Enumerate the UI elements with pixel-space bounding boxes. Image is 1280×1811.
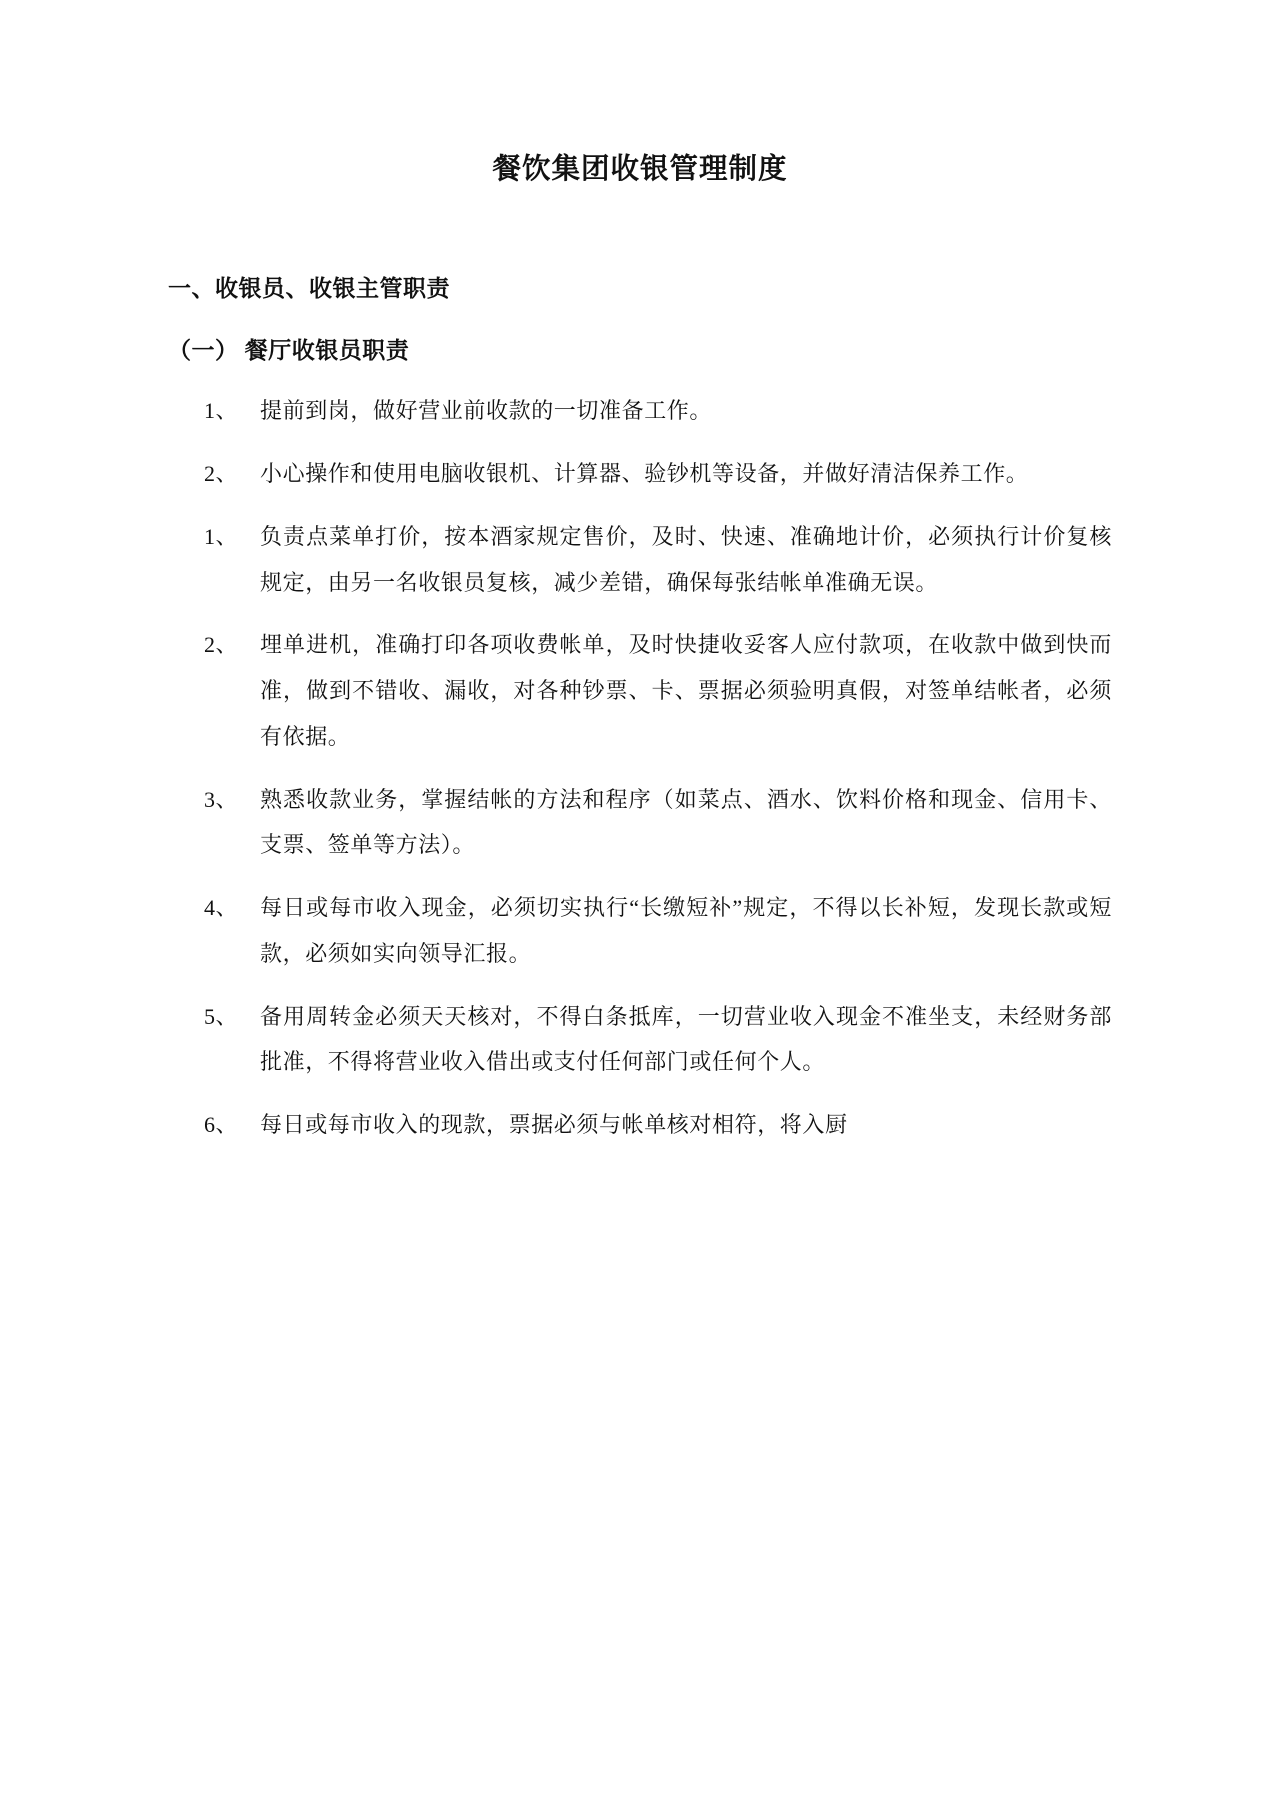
list-item [168, 514, 1112, 606]
list-item [168, 994, 1112, 1086]
list-item-text: 每日或每市收入的现款，票据必须与帐单核对相符，将入厨 [260, 1112, 848, 1138]
list-item-text: 提前到岗，做好营业前收款的一切准备工作。 [260, 398, 713, 424]
list-item-marker: 4、 [204, 895, 239, 921]
page-content [168, 0, 1112, 1148]
page-title: 餐饮集团收银管理制度 [492, 154, 788, 185]
list-item-text: 负责点菜单打价，按本酒家规定售价，及时、快速、准确地计价，必须执行计价复核规定，由另一名收银员复核，减少差错，确保每张结帐单准确无误。 [260, 523, 1112, 595]
section-heading: 一、收银员、收银主管职责 [168, 275, 450, 301]
sub-heading: （一） 餐厅收银员职责 [168, 337, 410, 363]
list-item [168, 388, 1112, 434]
list-item-marker: 2、 [204, 632, 239, 658]
list-item-marker: 1、 [204, 523, 239, 549]
list-item [168, 451, 1112, 497]
list-item-marker: 2、 [204, 461, 239, 487]
list-item-text: 备用周转金必须天天核对，不得白条抵库，一切营业收入现金不准坐支，未经财务部批准，不得将营业收入借出或支付任何部门或任何个人。 [260, 1003, 1112, 1075]
list-item [168, 1102, 1112, 1148]
list-item [168, 885, 1112, 977]
list-item-marker: 3、 [204, 786, 239, 812]
list-item-text: 熟悉收款业务，掌握结帐的方法和程序（如菜点、酒水、饮料价格和现金、信用卡、支票、签单等方法）。 [260, 786, 1112, 858]
list-item [168, 777, 1112, 869]
numbered-list [168, 388, 1112, 1148]
list-item-marker: 6、 [204, 1112, 239, 1138]
list-item-text: 埋单进机，准确打印各项收费帐单，及时快捷收妥客人应付款项，在收款中做到快而准，做到不错收、漏收，对各种钞票、卡、票据必须验明真假，对签单结帐者，必须有依据。 [260, 632, 1112, 749]
list-item-text: 小心操作和使用电脑收银机、计算器、验钞机等设备，并做好清洁保养工作。 [260, 461, 1029, 487]
list-item-text: 每日或每市收入现金，必须切实执行“长缴短补”规定，不得以长补短，发现长款或短款，必须如实向领导汇报。 [260, 895, 1112, 966]
list-item [168, 622, 1112, 759]
list-item-marker: 1、 [204, 398, 239, 424]
list-item-marker: 5、 [204, 1003, 239, 1029]
